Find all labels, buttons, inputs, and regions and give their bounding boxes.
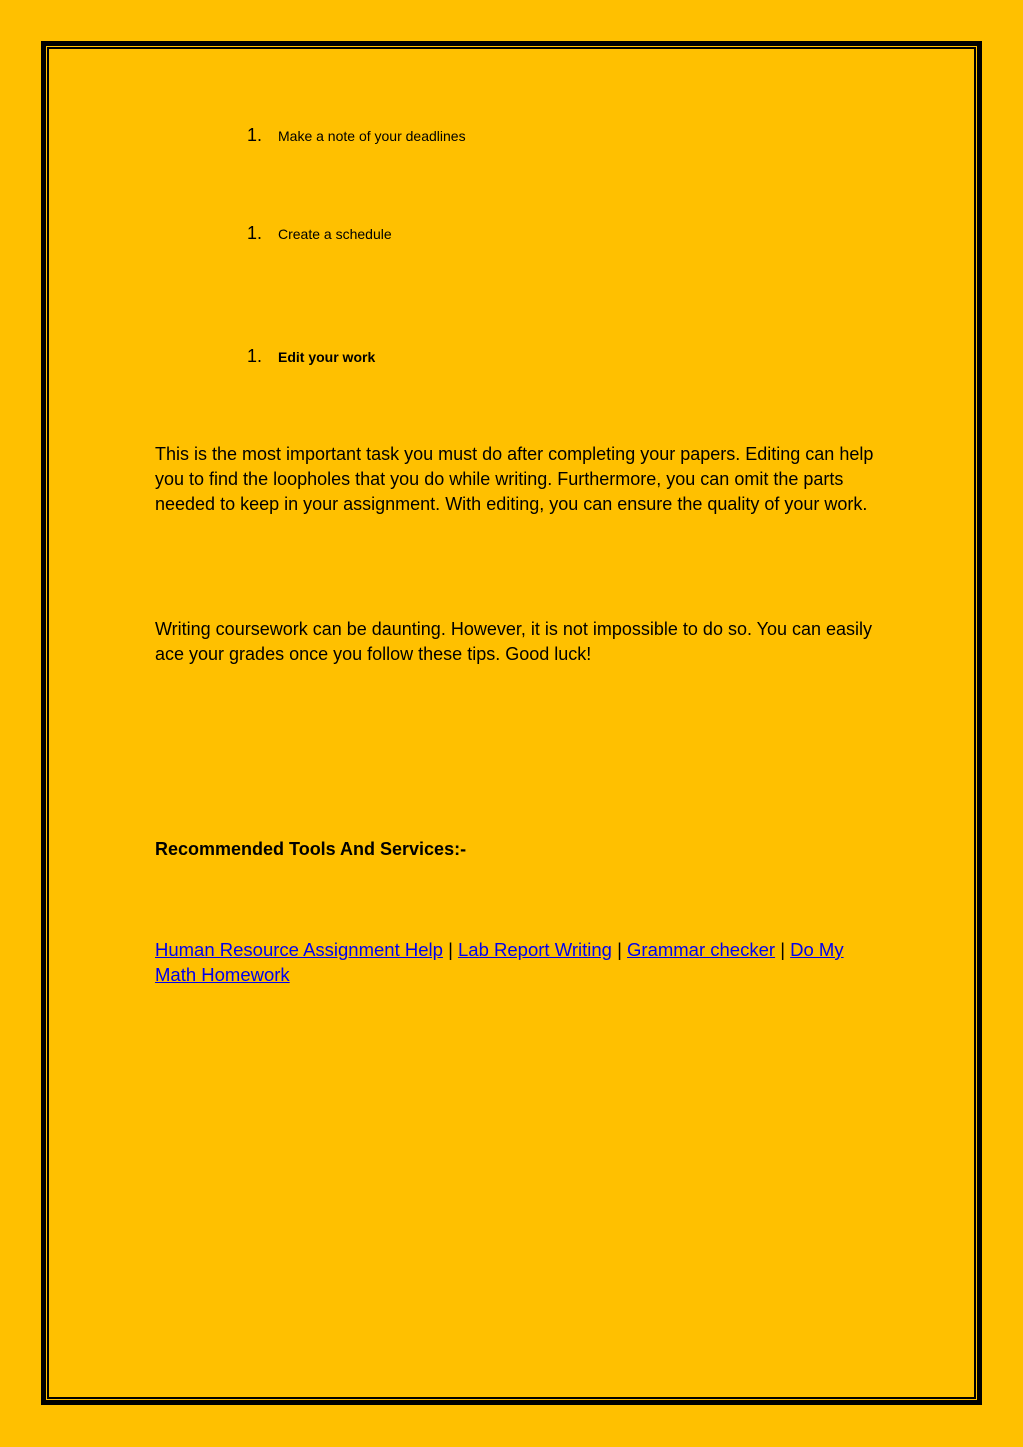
list-item-deadlines — [247, 125, 466, 146]
list-number: 1. — [247, 346, 263, 366]
list-item-label: Make a note of your deadlines — [278, 128, 466, 144]
recommended-heading: Recommended Tools And Services:- — [155, 839, 467, 859]
link-lab-report-writing[interactable]: Lab Report Writing — [458, 939, 612, 960]
link-separator: | — [617, 939, 622, 960]
link-do-my-math-homework[interactable]: Do My Math Homework — [155, 939, 844, 985]
link-separator: | — [448, 939, 453, 960]
editing-paragraph: This is the most important task you must do after completing your papers. Editing can help you to find the loopholes that you do while writing. Furthermore, you can omit the parts needed to keep in your assignment. With editing, you can ensure the quality of your work. — [155, 444, 874, 514]
link-grammar-checker[interactable]: Grammar checker — [627, 939, 776, 960]
page-border-inner — [47, 47, 976, 1399]
list-item-schedule — [247, 223, 392, 244]
list-item-edit — [247, 346, 375, 367]
link-separator: | — [780, 939, 785, 960]
list-item-label: Create a schedule — [278, 226, 392, 242]
link-human-resource-assignment-help[interactable]: Human Resource Assignment Help — [155, 939, 443, 960]
list-number: 1. — [247, 125, 263, 145]
list-number: 1. — [247, 223, 263, 243]
conclusion-paragraph: Writing coursework can be daunting. However, it is not impossible to do so. You can easily ace your grades once you follow these tips. Good luck! — [155, 619, 873, 664]
list-item-label: Edit your work — [278, 349, 376, 365]
recommended-links — [155, 937, 875, 987]
